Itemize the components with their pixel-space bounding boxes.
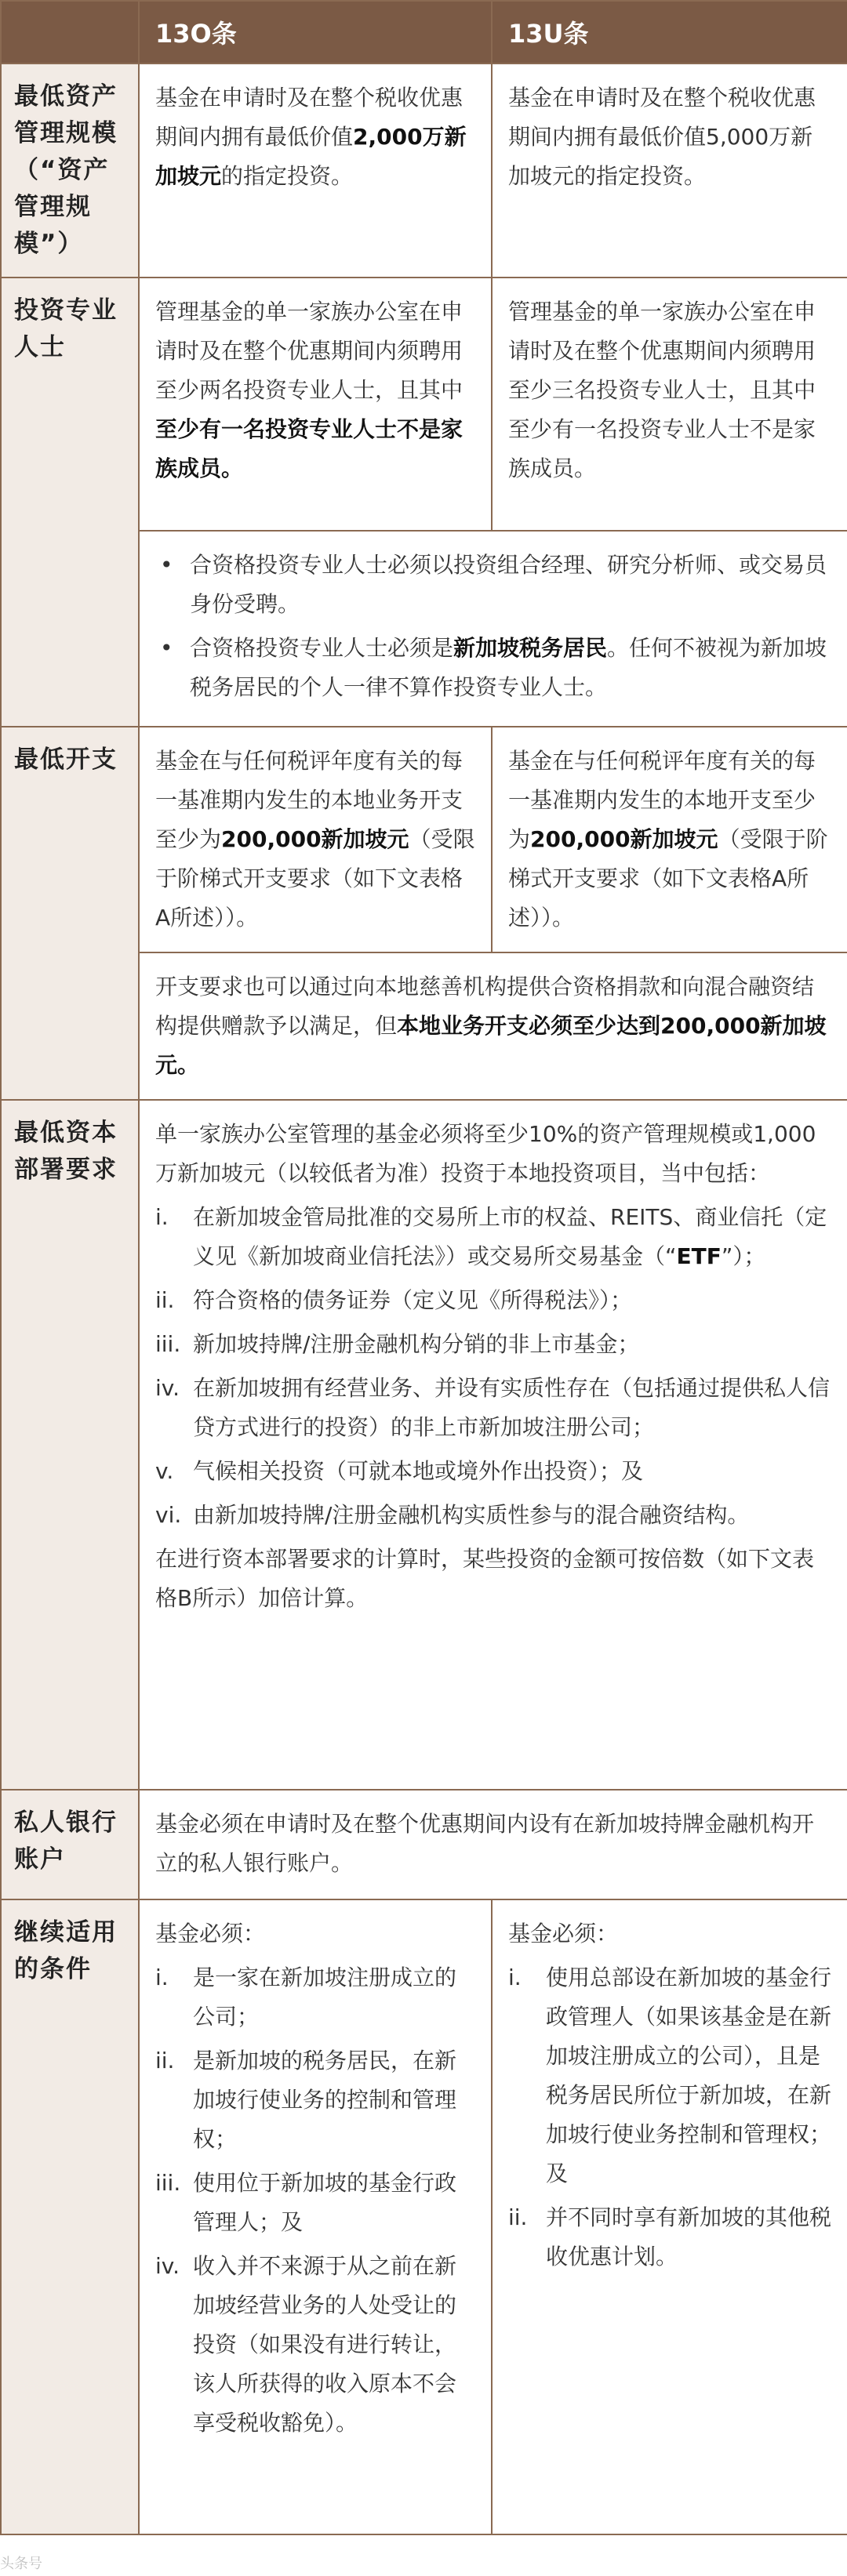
conditions-13u-list [508, 1958, 831, 2277]
cell-professionals-13o: 管理基金的单一家族办公室在申请时及在整个优惠期间内须聘用至少两名投资专业人士，且其中至少有一名投资专业人士不是家族成员。 [139, 278, 492, 531]
item-text: 由新加坡持牌/注册金融机构实质性参与的混合融资结构。 [193, 1502, 750, 1528]
list-item: • 合资格投资专业人士必须是新加坡税务居民。任何不被视为新加坡税务居民的个人一律不算作投资专业人士。 [190, 629, 831, 707]
row-label-aum: 最低资产管理规模（“资产管理规模”） [1, 63, 139, 278]
cell-spend-13u: 基金在与任何税评年度有关的每一基准期内发生的本地开支至少为200,000新加坡元（受限于阶梯式开支要求（如下文表格A所述））。 [492, 727, 847, 952]
conditions-13o-list [155, 1958, 475, 2443]
row-label-capital: 最低资本部署要求 [1, 1100, 139, 1790]
item-text: 收入并不来源于从之前在新加坡经营业务的人处受让的投资（如果没有进行转让，该人所获得的收入原本不会享受税收豁免）。 [193, 2253, 457, 2436]
row-bank [1, 1790, 847, 1899]
item-text: 气候相关投资（可就本地或境外作出投资）；及 [193, 1458, 644, 1484]
cell-professionals-13u: 管理基金的单一家族办公室在申请时及在整个优惠期间内须聘用至少三名投资专业人士，且其中至少有一名投资专业人士不是家族成员。 [492, 278, 847, 531]
list-item [155, 1369, 831, 1447]
cell-conditions-13o [139, 1899, 492, 2534]
row-spend [1, 727, 847, 952]
conditions-13o-intro: 基金必须： [155, 1921, 266, 1947]
list-item [155, 1496, 831, 1535]
cell-aum-13o: 基金在申请时及在整个税收优惠期间内拥有最低价值2,000万新加坡元的指定投资。 [139, 63, 492, 278]
header-row [1, 1, 847, 63]
header-empty-cell [1, 1, 139, 63]
row-capital [1, 1100, 847, 1790]
row-professionals [1, 278, 847, 531]
item-number: ii. [508, 2204, 528, 2230]
row-aum [1, 63, 847, 278]
list-item [508, 1958, 831, 2193]
item-number: iv. [155, 1375, 180, 1401]
professionals-note-list [155, 546, 831, 707]
capital-list [155, 1198, 831, 1535]
list-item [155, 2164, 475, 2242]
item-number: vi. [155, 1502, 182, 1528]
list-item [155, 2247, 475, 2443]
list-item [155, 1452, 831, 1491]
item-number: i. [155, 1965, 169, 1990]
list-item [155, 1958, 475, 2037]
item-text: 新加坡持牌/注册金融机构分销的非上市基金； [193, 1331, 640, 1357]
header-13o: 13O条 [139, 1, 492, 63]
conditions-13u-intro: 基金必须： [508, 1921, 619, 1947]
list-item [508, 2198, 831, 2277]
header-13u: 13U条 [492, 1, 847, 63]
capital-outro: 在进行资本部署要求的计算时，某些投资的金额可按倍数（如下文表格B所示）加倍计算。 [155, 1546, 815, 1611]
item-number: i. [508, 1965, 522, 1990]
cell-spend-note: 开支要求也可以通过向本地慈善机构提供合资格捐款和向混合融资结构提供赠款予以满足，但本地业务开支必须至少达到200,000新加坡元。 [139, 952, 847, 1100]
cell-bank: 基金必须在申请时及在整个优惠期间内设有在新加坡持牌金融机构开立的私人银行账户。 [139, 1790, 847, 1899]
item-text: 是一家在新加坡注册成立的公司； [193, 1965, 457, 2030]
item-number: i. [155, 1204, 169, 1230]
cell-spend-13o: 基金在与任何税评年度有关的每一基准期内发生的本地业务开支至少为200,000新加坡元（受限于阶梯式开支要求（如下文表格A所述））。 [139, 727, 492, 952]
cell-aum-13u: 基金在申请时及在整个税收优惠期间内拥有最低价值5,000万新加坡元的指定投资。 [492, 63, 847, 278]
row-label-spend: 最低开支 [1, 727, 139, 1100]
list-item [155, 1281, 831, 1320]
capital-intro: 单一家族办公室管理的基金必须将至少10%的资产管理规模或1,000万新加坡元（以较低者为准）投资于本地投资项目，当中包括： [155, 1121, 816, 1186]
item-number: iii. [155, 2170, 181, 2196]
watermark: 头条号 [0, 2556, 42, 2572]
row-label-conditions: 继续适用的条件 [1, 1899, 139, 2534]
item-number: ii. [155, 2048, 175, 2073]
item-text: 符合资格的债务证券（定义见《所得税法》）； [193, 1287, 633, 1313]
item-text: 是新加坡的税务居民，在新加坡行使业务的控制和管理权； [193, 2048, 457, 2152]
list-item: • 合资格投资专业人士必须以投资组合经理、研究分析师、或交易员身份受聘。 [190, 546, 831, 624]
cell-capital [139, 1100, 847, 1790]
item-text: 并不同时享有新加坡的其他税收优惠计划。 [546, 2204, 832, 2269]
item-number: iv. [155, 2253, 180, 2279]
row-conditions [1, 1899, 847, 2534]
item-number: v. [155, 1458, 174, 1484]
cell-professionals-notes [139, 531, 847, 727]
item-text: 使用总部设在新加坡的基金行政管理人（如果该基金是在新加坡注册成立的公司），且是税务居民所位于新加坡，在新加坡行使业务控制和管理权；及 [546, 1965, 832, 2186]
row-label-bank: 私人银行账户 [1, 1790, 139, 1899]
item-text: 使用位于新加坡的基金行政管理人；及 [193, 2170, 457, 2235]
list-item [155, 1325, 831, 1364]
item-number: iii. [155, 1331, 181, 1357]
cell-conditions-13u [492, 1899, 847, 2534]
row-label-professionals: 投资专业人士 [1, 278, 139, 727]
item-number: ii. [155, 1287, 175, 1313]
item-text: 在新加坡金管局批准的交易所上市的权益、REITS、商业信托（定义见《新加坡商业信托法》）或交易所交易基金（“ETF”）； [193, 1204, 827, 1269]
item-text: 在新加坡拥有经营业务、并设有实质性存在（包括通过提供私人信贷方式进行的投资）的非上市新加坡注册公司； [193, 1375, 831, 1440]
list-item [155, 1198, 831, 1276]
list-item [155, 2041, 475, 2159]
